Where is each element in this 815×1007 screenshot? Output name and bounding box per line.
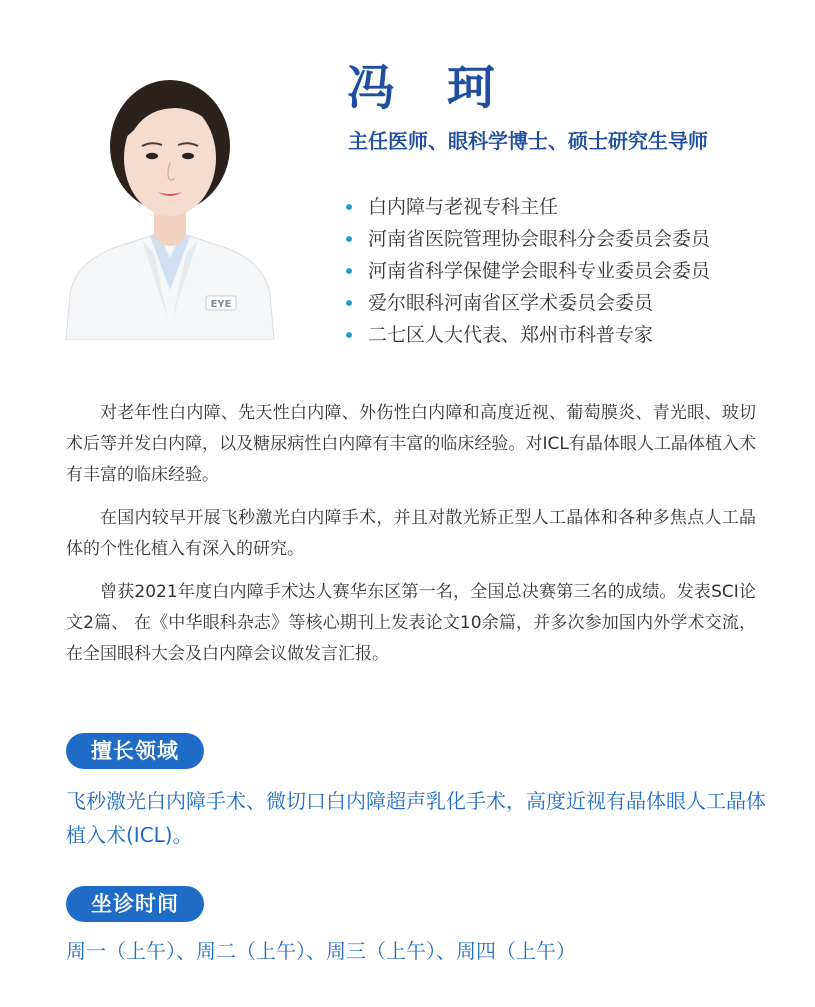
doctor-name: 冯珂 [347,60,548,116]
bio-section [66,398,756,682]
bio-paragraph: 在国内较早开展飞秒激光白内障手术，并且对散光矫正型人工晶体和各种多焦点人工晶体的个性化植入有深入的研究。 [66,508,756,559]
position-text: 河南省科学保健学会眼科专业委员会委员 [368,260,711,282]
doctor-photo [56,58,284,340]
position-item [342,223,710,255]
specialty-badge: 擅长领域 [66,733,204,769]
specialty-text: 飞秒激光白内障手术、微切口白内障超声乳化手术，高度近视有晶体眼人工晶体植入术(ICL)。 [66,789,766,847]
bullet-dot-icon [346,204,352,210]
bullet-dot-icon [346,300,352,306]
position-text: 白内障与老视专科主任 [368,196,559,218]
schedule-text: 周一（上午）、周二（上午）、周三（上午）、周四（上午） [66,939,576,963]
position-text: 二七区人大代表、郑州市科普专家 [368,324,654,346]
doctor-portrait [56,58,284,340]
coat-badge-text: EYE [210,299,232,310]
bio-paragraph: 对老年性白内障、先天性白内障、外伤性白内障和高度近视、葡萄膜炎、青光眼、玻切术后等并发白内障，以及糖尿病性白内障有丰富的临床经验。对ICL有晶体眼人工晶体植入术有丰富的临床经验。 [66,403,756,485]
position-item [342,191,710,223]
bullet-dot-icon [346,332,352,338]
bullet-dot-icon [346,236,352,242]
position-text: 河南省医院管理协会眼科分会委员会委员 [368,228,711,250]
position-item [342,287,710,319]
position-text: 爱尔眼科河南省区学术委员会委员 [368,292,654,314]
position-item [342,255,710,287]
doctor-title: 主任医师、眼科学博士、硕士研究生导师 [348,129,708,153]
position-item [342,319,710,351]
positions-list [342,191,710,351]
bio-paragraph: 曾获2021年度白内障手术达人赛华东区第一名，全国总决赛第三名的成绩。发表SCI论文2篇、 在《中华眼科杂志》等核心期刊上发表论文10余篇，并多次参加国内外学术交流，在全国眼科大会及白内障会议做发言汇报。 [66,582,756,664]
schedule-badge: 坐诊时间 [66,886,204,922]
bullet-dot-icon [346,268,352,274]
